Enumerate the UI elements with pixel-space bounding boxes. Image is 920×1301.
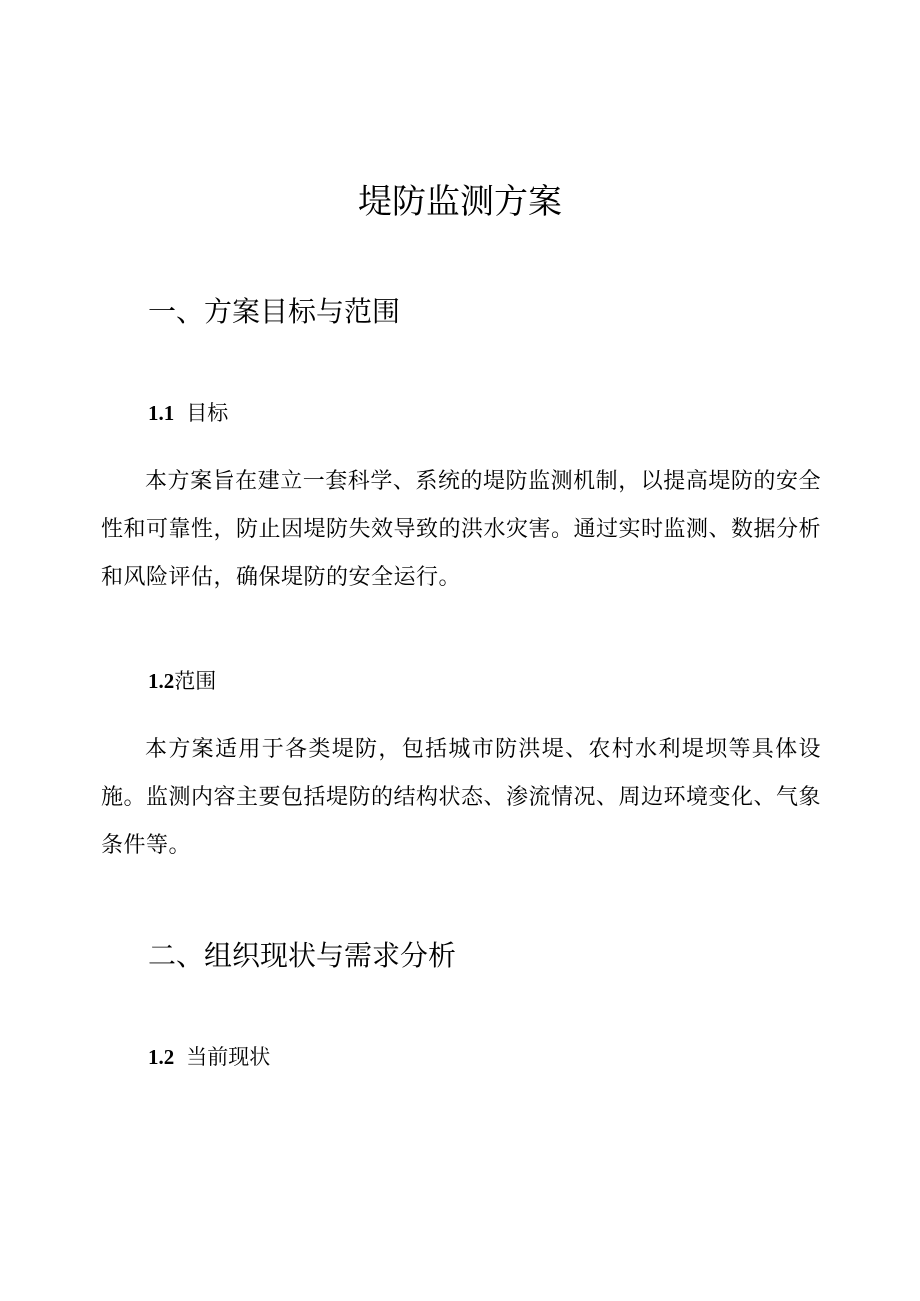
subsection-title: 目标 [186,401,229,425]
subsection-number: 1.1 [148,401,175,425]
subsection-number: 1.2 [148,1045,175,1069]
subsection-number: 1.2 [148,669,175,693]
subsection-heading-1-1 [148,398,228,428]
subsection-heading-1-2 [148,666,216,696]
section-heading-2: 二、组织现状与需求分析 [148,939,457,972]
subsection-title: 当前现状 [186,1045,271,1069]
section-heading-1: 一、方案目标与范围 [148,295,401,328]
paragraph-goal: 本方案旨在建立一套科学、系统的堤防监测机制，以提高堤防的安全性和可靠性，防止因堤防失效导致的洪水灾害。通过实时监测、数据分析和风险评估，确保堤防的安全运行。 [101,469,822,590]
document-title: 堤防监测方案 [358,182,562,222]
paragraph-scope: 本方案适用于各类堤防，包括城市防洪堤、农村水利堤坝等具体设施。监测内容主要包括堤防的结构状态、渗流情况、周边环境变化、气象条件等。 [101,737,822,858]
subsection-title: 范围 [174,669,217,693]
subsection-heading-2-1 [148,1042,270,1072]
